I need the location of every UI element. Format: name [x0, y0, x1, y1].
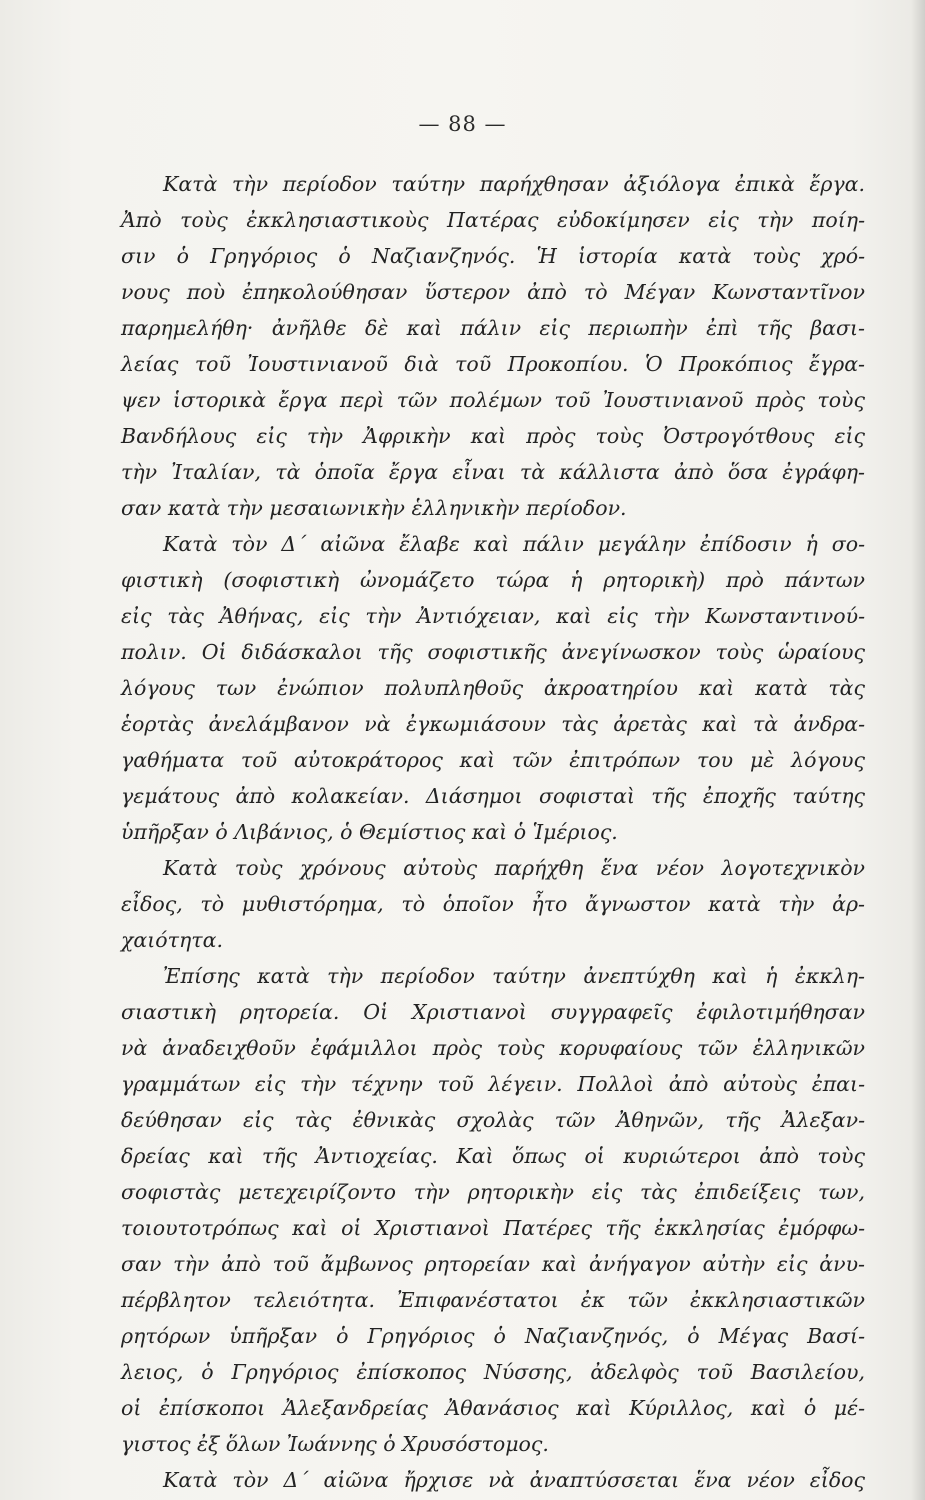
text-line: σιαστικὴ ρητορεία. Οἱ Χριστιανοὶ συγγραφεῖς ἐφιλοτιμήθησαν: [121, 1000, 865, 1024]
text-line: ψεν ἱστορικὰ ἔργα περὶ τῶν πολέμων τοῦ Ἰουστινιανοῦ πρὸς τοὺς: [121, 388, 865, 412]
text-line: δεύθησαν εἰς τὰς ἐθνικὰς σχολὰς τῶν Ἀθηνῶν, τῆς Ἀλεξαν-: [121, 1108, 865, 1132]
text-line: λειος, ὁ Γρηγόριος ἐπίσκοπος Νύσσης, ἀδελφὸς τοῦ Βασιλείου,: [121, 1360, 865, 1384]
text-line: ρητόρων ὑπῆρξαν ὁ Γρηγόριος ὁ Ναζιανζηνός, ὁ Μέγας Βασί-: [121, 1324, 865, 1348]
text-line: τὴν Ἰταλίαν, τὰ ὁποῖα ἔργα εἶναι τὰ κάλλιστα ἀπὸ ὅσα ἐγράφη-: [121, 460, 865, 484]
text-line: πολιν. Οἱ διδάσκαλοι τῆς σοφιστικῆς ἀνεγίνωσκον τοὺς ὡραίους: [121, 640, 865, 664]
text-line: φιστικὴ (σοφιστικὴ ὠνομάζετο τώρα ἡ ρητορικὴ) πρὸ πάντων: [121, 568, 865, 592]
text-line: λόγους των ἐνώπιον πολυπληθοῦς ἀκροατηρίου καὶ κατὰ τὰς: [121, 676, 865, 700]
text-line: εἶδος, τὸ μυθιστόρημα, τὸ ὁποῖον ἦτο ἄγνωστον κατὰ τὴν ἀρ-: [121, 892, 865, 916]
text-line: Κατὰ τοὺς χρόνους αὐτοὺς παρήχθη ἕνα νέον λογοτεχνικὸν: [163, 856, 865, 880]
text-line: σαν κατὰ τὴν μεσαιωνικὴν ἑλληνικὴν περίοδον.: [121, 496, 627, 520]
text-line: Κατὰ τὴν περίοδον ταύτην παρήχθησαν ἀξιόλογα ἐπικὰ ἔργα.: [163, 172, 865, 196]
page-number: — 88 —: [418, 112, 507, 136]
text-line: νους ποὺ ἐπηκολούθησαν ὕστερον ἀπὸ τὸ Μέγαν Κωνσταντῖνον: [121, 280, 865, 304]
text-line: λείας τοῦ Ἰουστινιανοῦ διὰ τοῦ Προκοπίου. Ὁ Προκόπιος ἔγρα-: [121, 352, 865, 376]
text-line: πέρβλητον τελειότητα. Ἐπιφανέστατοι ἐκ τῶν ἐκκλησιαστικῶν: [121, 1288, 865, 1312]
text-line: γραμμάτων εἰς τὴν τέχνην τοῦ λέγειν. Πολλοὶ ἀπὸ αὐτοὺς ἐπαι-: [121, 1072, 865, 1096]
text-line: γαθήματα τοῦ αὐτοκράτορος καὶ τῶν ἐπιτρόπων του μὲ λόγους: [121, 748, 865, 772]
text-line: Ἀπὸ τοὺς ἐκκλησιαστικοὺς Πατέρας εὐδοκίμησεν εἰς τὴν ποίη-: [121, 208, 865, 232]
text-line: Βανδήλους εἰς τὴν Ἀφρικὴν καὶ πρὸς τοὺς Ὀστρογότθους εἰς: [121, 424, 865, 448]
text-line: παρημελήθη· ἀνῆλθε δὲ καὶ πάλιν εἰς περιωπὴν ἐπὶ τῆς βασι-: [121, 316, 865, 340]
text-line: γιστος ἐξ ὅλων Ἰωάννης ὁ Χρυσόστομος.: [121, 1432, 549, 1456]
text-line: δρείας καὶ τῆς Ἀντιοχείας. Καὶ ὅπως οἱ κυριώτεροι ἀπὸ τοὺς: [121, 1144, 865, 1168]
text-line: γεμάτους ἀπὸ κολακείαν. Διάσημοι σοφισταὶ τῆς ἐποχῆς ταύτης: [121, 784, 865, 808]
page-edge-shadow: [911, 0, 925, 1500]
text-line: Κατὰ τὸν Δ΄ αἰῶνα ἤρχισε νὰ ἀναπτύσσεται ἕνα νέον εἶδος: [163, 1468, 865, 1492]
text-line: Ἐπίσης κατὰ τὴν περίοδον ταύτην ἀνεπτύχθη καὶ ἡ ἐκκλη-: [163, 964, 865, 988]
text-line: τοιουτοτρόπως καὶ οἱ Χριστιανοὶ Πατέρες τῆς ἐκκλησίας ἐμόρφω-: [121, 1216, 865, 1240]
text-line: ἑορτὰς ἀνελάμβανον νὰ ἐγκωμιάσουν τὰς ἀρετὰς καὶ τὰ ἀνδρα-: [121, 712, 865, 736]
text-line: σοφιστὰς μετεχειρίζοντο τὴν ρητορικὴν εἰς τὰς ἐπιδείξεις των,: [121, 1180, 865, 1204]
text-line: σαν τὴν ἀπὸ τοῦ ἄμβωνος ρητορείαν καὶ ἀνήγαγον αὐτὴν εἰς ἀνυ-: [121, 1252, 865, 1276]
text-line: οἱ ἐπίσκοποι Ἀλεξανδρείας Ἀθανάσιος καὶ Κύριλλος, καὶ ὁ μέ-: [121, 1396, 865, 1420]
text-line: ὑπῆρξαν ὁ Λιβάνιος, ὁ Θεμίστιος καὶ ὁ Ἱμέριος.: [121, 820, 618, 844]
text-line: Κατὰ τὸν Δ΄ αἰῶνα ἔλαβε καὶ πάλιν μεγάλην ἐπίδοσιν ἡ σο-: [163, 532, 865, 556]
text-line: σιν ὁ Γρηγόριος ὁ Ναζιανζηνός. Ἡ ἱστορία κατὰ τοὺς χρό-: [121, 244, 865, 268]
text-line: χαιότητα.: [121, 928, 223, 952]
text-line: εἰς τὰς Ἀθήνας, εἰς τὴν Ἀντιόχειαν, καὶ εἰς τὴν Κωνσταντινού-: [121, 604, 865, 628]
text-line: νὰ ἀναδειχθοῦν ἐφάμιλλοι πρὸς τοὺς κορυφαίους τῶν ἑλληνικῶν: [121, 1036, 865, 1060]
